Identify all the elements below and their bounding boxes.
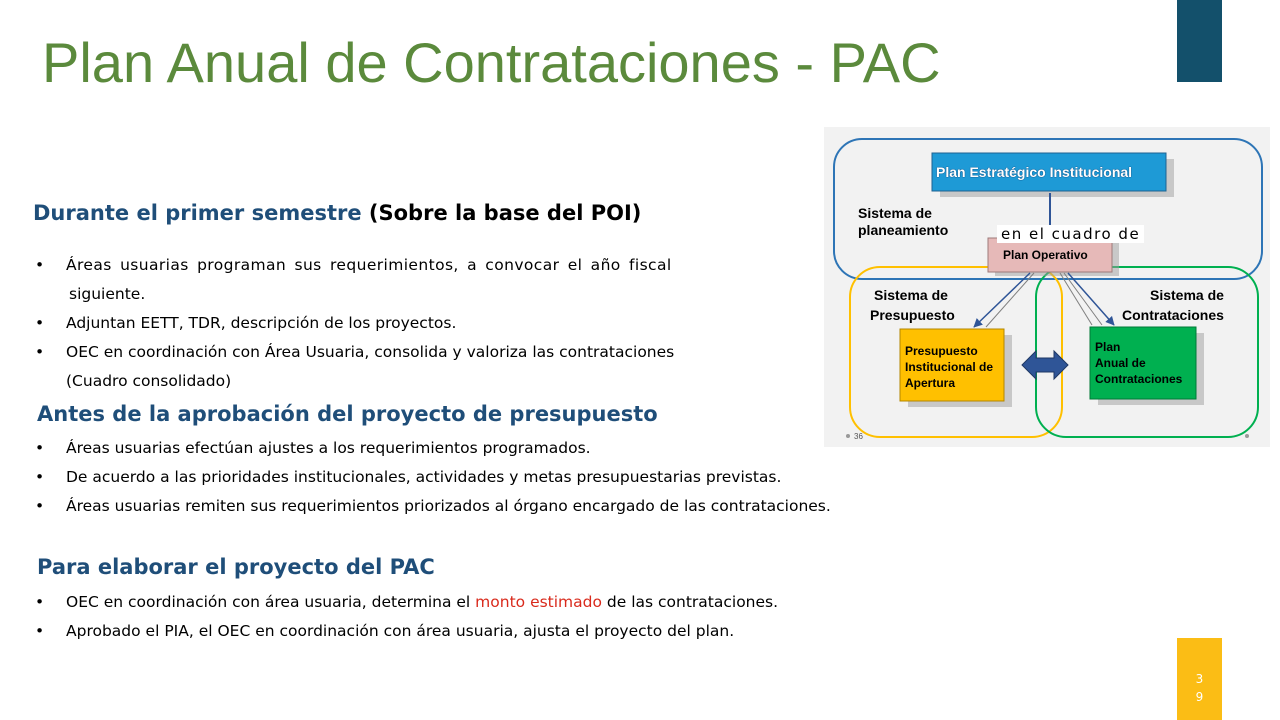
page-number-bar [1177, 638, 1222, 720]
list-item: • De acuerdo a las prioridades institucionales, actividades y metas presupuestarias previstas. [35, 463, 831, 492]
highlight-text: monto estimado [475, 593, 602, 611]
pac-box-label-line1: Plan [1095, 340, 1121, 354]
page-number-digit-1: 3 [1195, 672, 1204, 686]
budget-system-label [870, 285, 955, 325]
slide-title: Plan Anual de Contrataciones - PAC [42, 31, 941, 94]
list-item [35, 588, 778, 617]
budget-system-label-line1: Sistema de [874, 287, 948, 303]
arrow-poi-to-pac-1 [1068, 273, 1114, 325]
planning-system-label-line1: Sistema de [858, 205, 932, 221]
list-item: • Aprobado el PIA, el OEC en coordinación con área usuaria, ajusta el proyecto del plan. [35, 617, 778, 646]
planning-system-label [858, 205, 948, 239]
planning-system-label-line2: planeamiento [858, 222, 949, 238]
list-item: • Áreas usuarias efectúan ajustes a los requerimientos programados. [35, 434, 831, 463]
pia-box-label [905, 343, 993, 391]
overlay-note: en el cuadro de [997, 225, 1144, 243]
pia-box-label-line2: Institucional de [905, 360, 994, 374]
poi-box-label: Plan Operativo [1003, 248, 1088, 262]
section-1-heading-dark: (Sobre la base del POI) [368, 201, 642, 225]
arrow-poi-to-pac-3 [1060, 273, 1092, 325]
list-item [35, 338, 835, 396]
section-2-heading: Antes de la aprobación del proyecto de presupuesto [37, 402, 658, 426]
bullet-text: OEC en coordinación con Área Usuaria, consolida y valoriza las contrataciones [66, 343, 675, 361]
bullet-text: Adjuntan EETT, TDR, descripción de los proyectos. [66, 314, 457, 332]
arrow-poi-to-pia-1 [974, 273, 1030, 327]
pia-box-label-line3: Apertura [905, 376, 956, 390]
top-accent-bar [1177, 0, 1222, 82]
diagram-footer-number: 36 [854, 432, 863, 441]
procurement-system-label [1122, 285, 1224, 325]
section-1-heading [33, 201, 641, 225]
pia-box-label-line1: Presupuesto [905, 344, 978, 358]
planning-diagram [824, 127, 1270, 447]
pei-box-label: Plan Estratégico Institucional [936, 164, 1133, 180]
bullet-text-continued: (Cuadro consolidado) [66, 372, 232, 390]
section-1-list [35, 251, 835, 396]
arrow-poi-to-pia-2 [986, 273, 1034, 327]
section-3-list [35, 588, 778, 646]
procurement-system-label-line2: Contrataciones [1122, 307, 1224, 323]
bullet-text-continued: siguiente. [69, 285, 146, 303]
bullet-text: OEC en coordinación con área usuaria, determina el [66, 593, 476, 611]
pac-box-label-line3: Contrataciones [1095, 372, 1183, 386]
page-number-digit-2: 9 [1195, 690, 1204, 704]
section-3-heading: Para elaborar el proyecto del PAC [37, 555, 435, 579]
section-2-list [35, 434, 831, 521]
procurement-system-label-line1: Sistema de [1149, 287, 1224, 303]
list-item [35, 309, 835, 338]
section-1-heading-blue: Durante el primer semestre [33, 201, 362, 225]
pac-box-label [1095, 339, 1182, 387]
list-item: • Áreas usuarias remiten sus requerimientos priorizados al órgano encargado de las contrataciones. [35, 492, 831, 521]
bullet-text: de las contrataciones. [601, 593, 779, 611]
arrow-poi-to-pac-2 [1064, 273, 1102, 325]
list-item [35, 251, 835, 309]
bullet-text: Áreas usuarias programan sus requerimientos, a convocar el año fiscal [66, 256, 672, 274]
pac-box-label-line2: Anual de [1095, 356, 1146, 370]
budget-system-label-line2: Presupuesto [870, 307, 955, 323]
